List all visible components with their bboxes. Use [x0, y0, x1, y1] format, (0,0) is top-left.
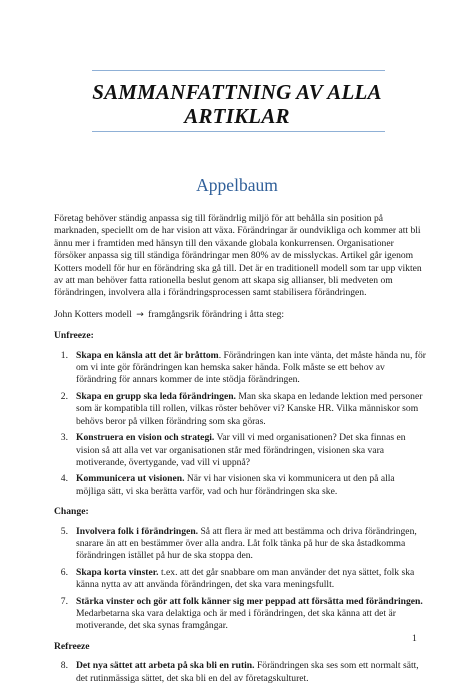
step-text: t.ex. att det går snabbare om man använder det nya sättet, folk ska känna nytta av att använda förändringen, det ska vara meningsfullt. — [76, 566, 415, 591]
step-text: Man ska skapa en ledande lektion med personer som är kompatibla till rollen, vilkas röster behöver vi? Kanske HR. Vilka människor som behövs beror på vilken förändring som ska göras. — [76, 390, 423, 427]
list-item — [54, 391, 426, 428]
step-title: Skapa en känsla att det är bråttom — [76, 349, 219, 361]
step-number: 8. — [60, 660, 68, 672]
step-list-change — [54, 526, 426, 633]
step-number: 4. — [60, 473, 68, 485]
list-item — [54, 526, 426, 563]
step-title: Skapa korta vinster. — [76, 566, 159, 578]
group-label-change: Change: — [54, 506, 89, 518]
step-title: Konstruera en vision och strategi. — [76, 432, 215, 444]
step-text: Så att flera är med att bestämma och driva förändringen, snarare än att en bestämmer över alla andra. Låt folk tänka på hur de ska åstadkomma förändringen istället på hur de ska stoppa den. — [76, 525, 417, 562]
step-title: Stärka vinster och gör att folk känner sig mer peppad att försätta med förändringen. — [76, 595, 423, 607]
title-bottom-rule — [92, 131, 385, 132]
step-text: Var vill vi med organisationen? Det ska finnas en vision så att alla vet var organisationen står med förändringen, visionen ska vara motiverande, övertygande, vad vill vi uppnå? — [76, 432, 406, 468]
step-number: 3. — [60, 432, 68, 444]
group-label-refreeze: Refreeze — [54, 640, 90, 652]
step-number: 1. — [60, 349, 68, 361]
list-item — [54, 473, 426, 498]
list-item — [54, 660, 426, 685]
step-number: 2. — [60, 390, 68, 402]
right-arrow-icon: → — [136, 309, 144, 320]
document-title — [80, 80, 394, 128]
list-item — [54, 350, 426, 387]
step-title: Kommunicera ut visionen. — [76, 473, 185, 485]
title-line-2: ARTIKLAR — [184, 104, 290, 128]
model-line-before: John Kotters modell — [54, 308, 132, 320]
step-text: Förändringen ska ses som ett normalt sätt, det rutinmässiga sättet, det ska bli en del av företagskulturet. — [76, 660, 419, 684]
document-body — [54, 213, 426, 693]
step-list-unfreeze — [54, 350, 426, 498]
model-line-after: framgångsrik förändring i åtta steg: — [148, 308, 285, 320]
intro-paragraph: Företag behöver ständig anpassa sig till förändrlig miljö för att behålla sin position på marknaden, speciellt om de har vision att växa. Förändringar är oundvikliga och kommer att bli ännu mer i framtiden med hänsyn till den växande globala konkurrensen. Organisationer försöker anpassa sig till ständiga förändringar men 80% av de misslyckas. Artikel går igenom Kotters modell för hur en förändring ska gå till. Det är en traditionell modell som tar upp vikten av att man behöver fatta rationella beslut genom att skapa sig allianser, bli medveten om förändringen, involvera alla i förändringsprocessen samt stabilisera förändringen. — [54, 213, 422, 299]
title-top-rule — [92, 70, 385, 71]
step-list-refreeze — [54, 660, 426, 685]
model-line — [54, 309, 426, 321]
title-line-1: SAMMANFATTNING AV ALLA — [92, 80, 382, 104]
step-number: 6. — [60, 566, 68, 578]
step-text: När vi har visionen ska vi kommunicera ut den på alla möjliga sätt, vi ska berätta varför, vad och hur förändringen ska ske. — [76, 473, 395, 497]
step-text: Medarbetarna ska vara delaktiga och är med i förändringen, det ska känna att det är motiverande, det ska synas framgångar. — [76, 607, 396, 632]
step-title: Involvera folk i förändringen. — [76, 525, 199, 537]
step-number: 5. — [60, 525, 68, 537]
step-title: Det nya sättet att arbeta på ska bli en rutin. — [76, 660, 255, 672]
step-text: . Förändringen kan inte vänta, det måste hända nu, för om vi inte gör förändringen kan hemska saker hända. Folk måste se ett behov av förändring för annars kommer de inte stödja förändringen. — [76, 349, 426, 386]
section-heading: Appelbaum — [196, 175, 278, 195]
page-number: 1 — [412, 633, 417, 644]
list-item — [54, 432, 426, 469]
group-label-unfreeze: Unfreeze: — [54, 330, 94, 342]
list-item — [54, 567, 426, 592]
step-number: 7. — [60, 595, 68, 607]
step-title: Skapa en grupp ska leda förändringen. — [76, 390, 236, 402]
list-item — [54, 596, 426, 633]
